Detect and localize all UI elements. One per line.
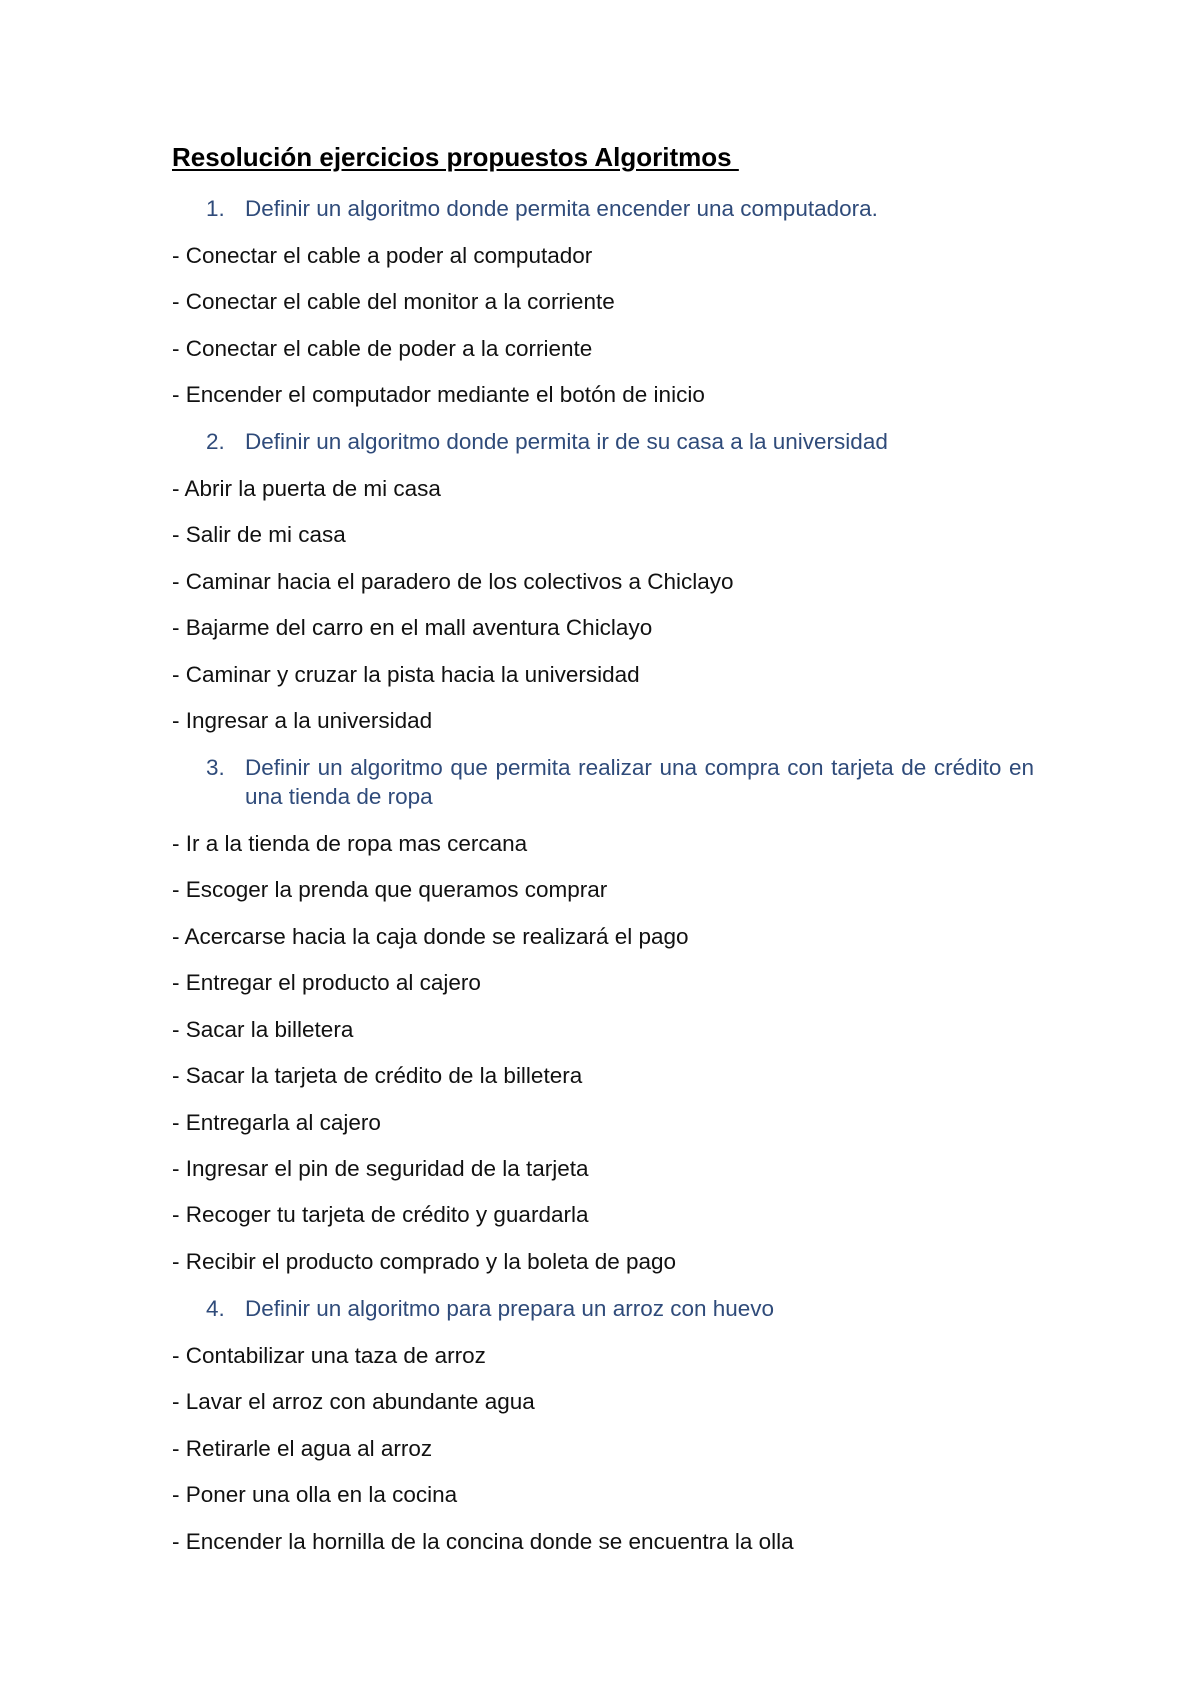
step-item: - Acercarse hacia la caja donde se realizará el pago <box>172 924 689 949</box>
section-heading-text: Definir un algoritmo donde permita ir de su casa a la universidad <box>245 429 888 454</box>
step-item: - Ir a la tienda de ropa mas cercana <box>172 831 528 856</box>
step-item: - Salir de mi casa <box>172 522 346 547</box>
step-item: - Conectar el cable a poder al computador <box>172 243 593 268</box>
section-heading-text: Definir un algoritmo que permita realizar una compra con tarjeta de crédito en una tienda de ropa <box>245 755 1034 809</box>
section-heading-3 <box>206 753 1034 811</box>
step-item: - Ingresar el pin de seguridad de la tarjeta <box>172 1156 589 1181</box>
section-heading-2 <box>206 427 1034 456</box>
document-title: Resolución ejercicios propuestos Algoritmos <box>172 142 739 172</box>
section-heading-text: Definir un algoritmo para prepara un arroz con huevo <box>245 1296 775 1321</box>
section-number: 4. <box>206 1296 225 1321</box>
step-item: - Encender el computador mediante el botón de inicio <box>172 382 705 407</box>
step-item: - Caminar y cruzar la pista hacia la universidad <box>172 662 640 687</box>
section-number: 1. <box>206 196 225 221</box>
step-item: - Conectar el cable de poder a la corriente <box>172 336 593 361</box>
step-item: - Recibir el producto comprado y la boleta de pago <box>172 1249 677 1274</box>
step-item: - Entregar el producto al cajero <box>172 970 481 995</box>
section-heading-1 <box>206 194 1034 223</box>
section-heading-text: Definir un algoritmo donde permita encender una computadora. <box>245 196 878 221</box>
step-item: - Entregarla al cajero <box>172 1110 381 1135</box>
section-number: 2. <box>206 429 225 454</box>
step-item: - Encender la hornilla de la concina donde se encuentra la olla <box>172 1529 794 1554</box>
step-item: - Bajarme del carro en el mall aventura Chiclayo <box>172 615 653 640</box>
step-item: - Conectar el cable del monitor a la corriente <box>172 289 615 314</box>
section-heading-4 <box>206 1294 1034 1323</box>
step-item: - Abrir la puerta de mi casa <box>172 476 441 501</box>
step-item: - Recoger tu tarjeta de crédito y guardarla <box>172 1202 589 1227</box>
section-number: 3. <box>206 755 225 780</box>
step-item: - Sacar la billetera <box>172 1017 354 1042</box>
step-item: - Poner una olla en la cocina <box>172 1482 458 1507</box>
step-item: - Sacar la tarjeta de crédito de la billetera <box>172 1063 583 1088</box>
step-item: - Escoger la prenda que queramos comprar <box>172 877 608 902</box>
step-item: - Ingresar a la universidad <box>172 708 433 733</box>
step-item: - Retirarle el agua al arroz <box>172 1436 433 1461</box>
step-item: - Caminar hacia el paradero de los colectivos a Chiclayo <box>172 569 734 594</box>
step-item: - Contabilizar una taza de arroz <box>172 1343 486 1368</box>
step-item: - Lavar el arroz con abundante agua <box>172 1389 535 1414</box>
